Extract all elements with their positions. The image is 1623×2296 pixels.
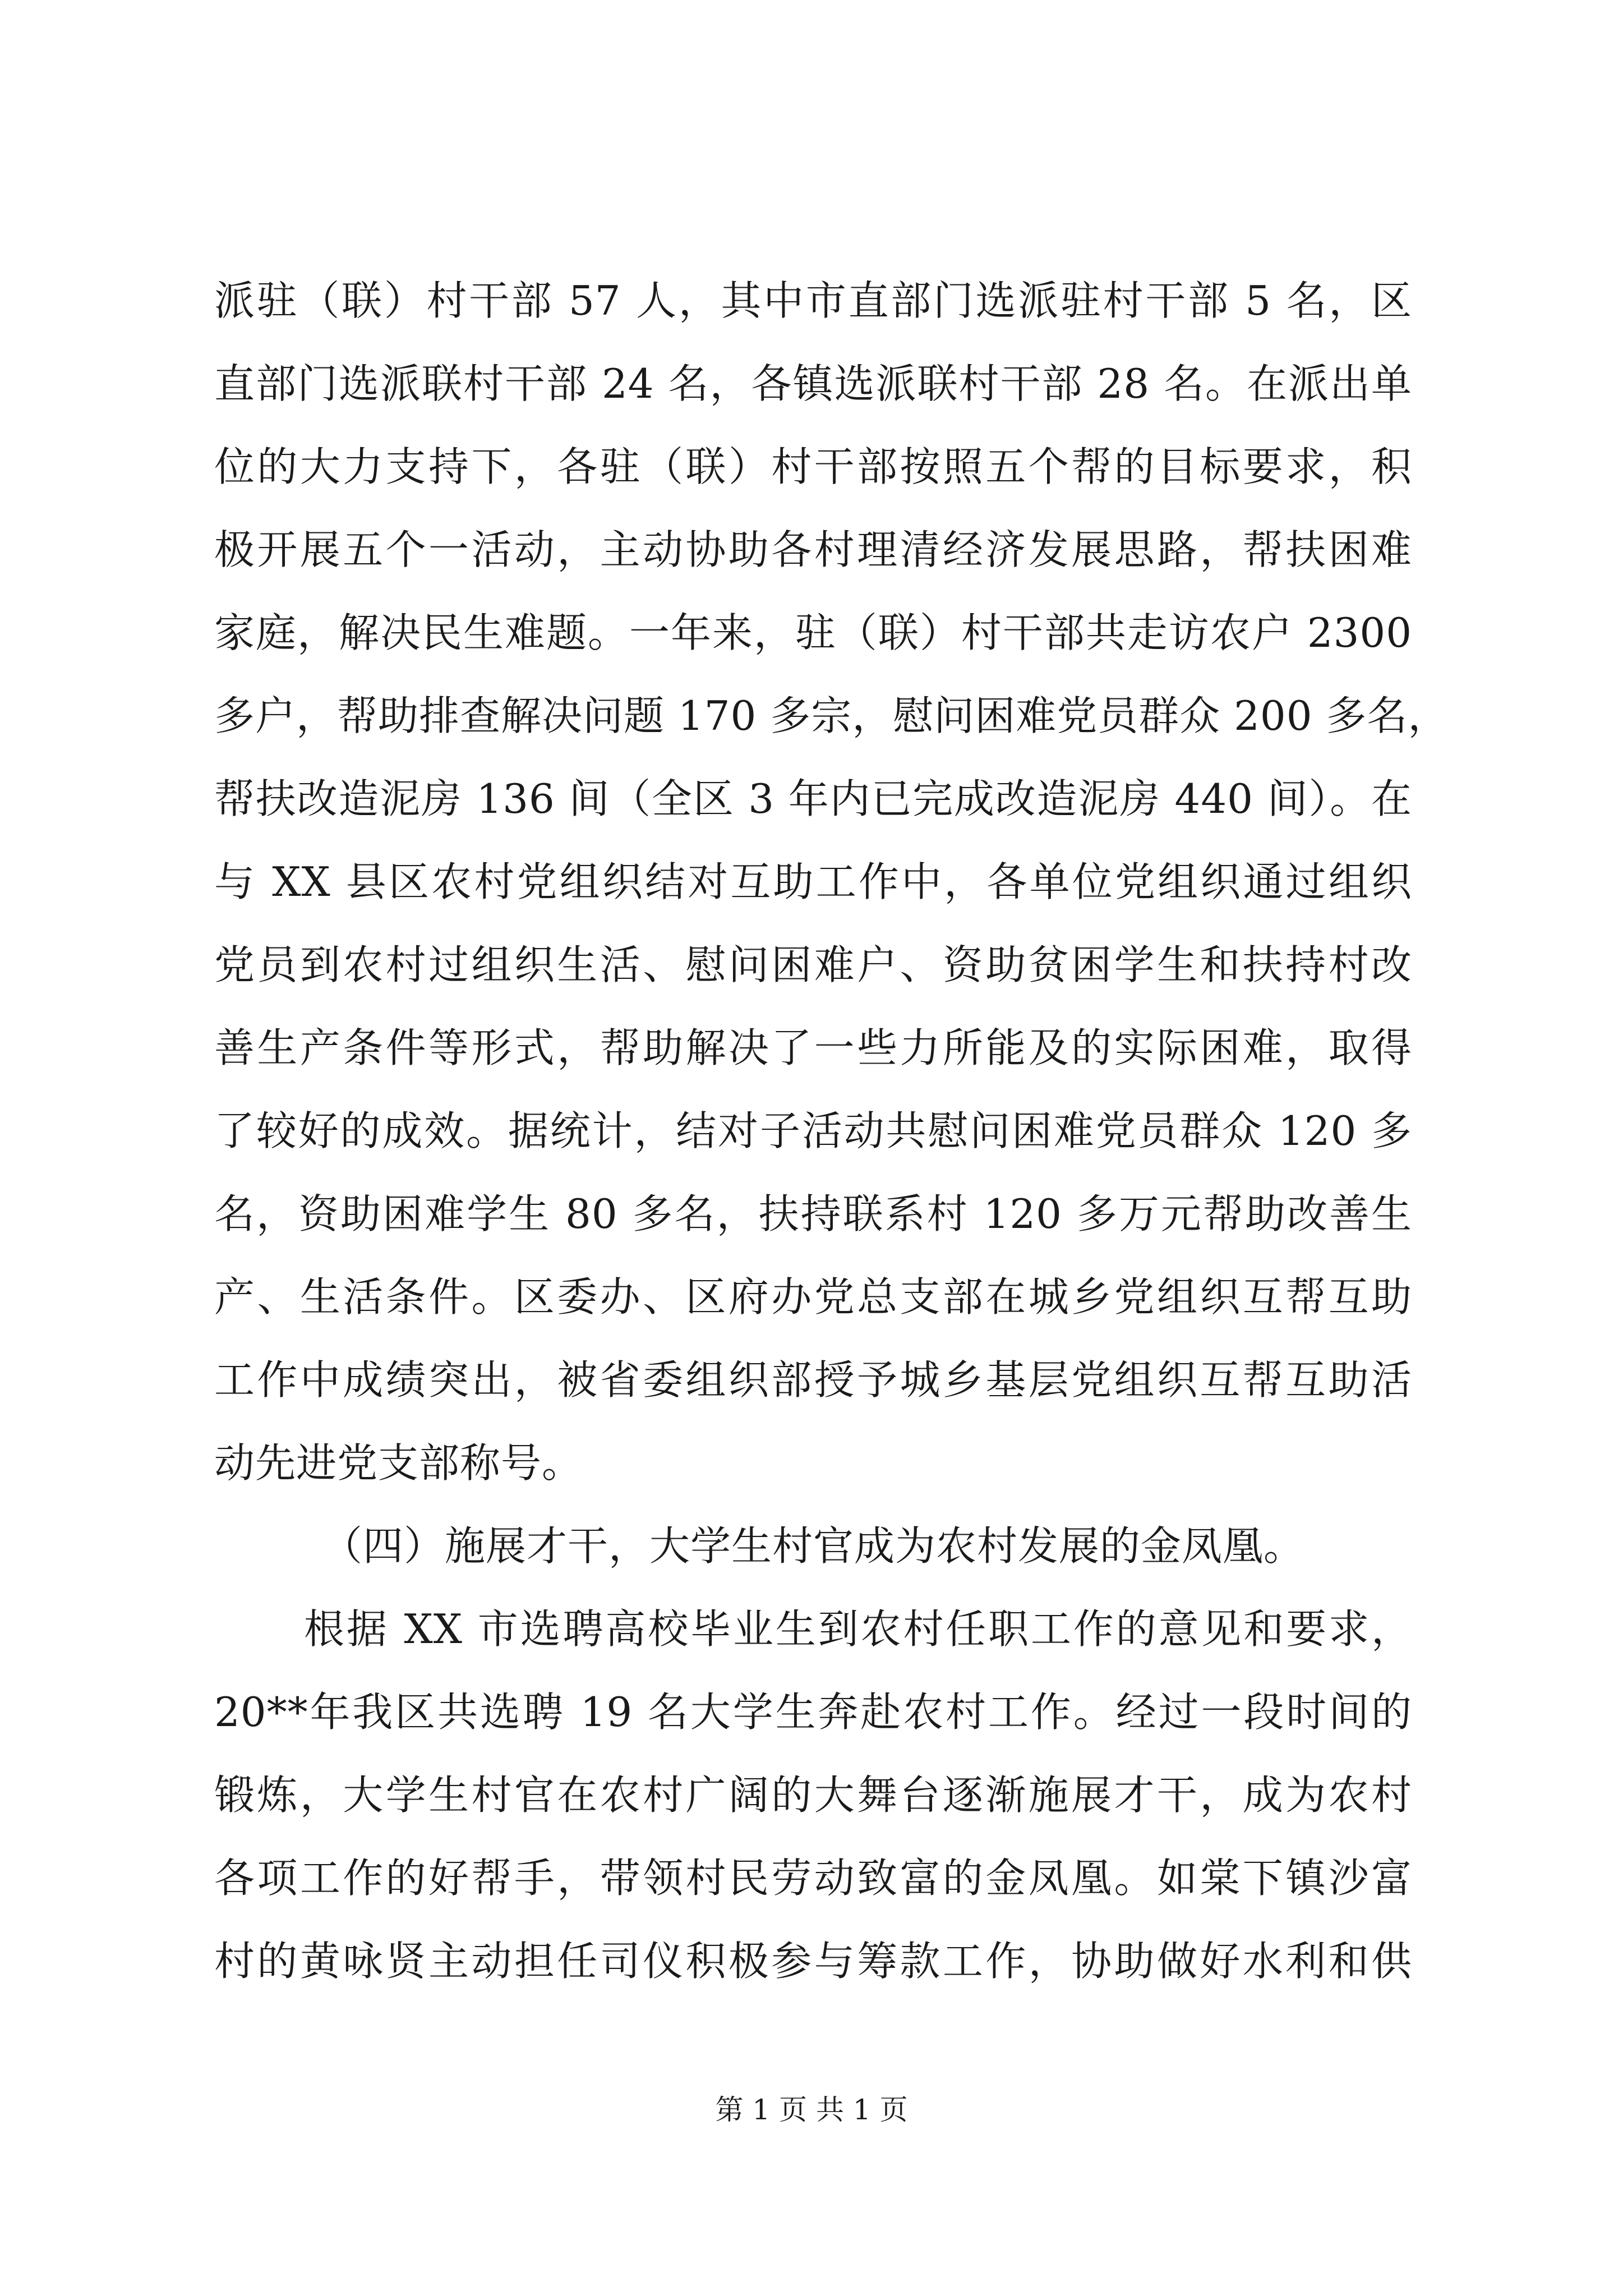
text-line: 多户，帮助排查解决问题 170 多宗，慰问困难党员群众 200 多名， xyxy=(214,692,1449,739)
text-line: 根据 XX 市选聘高校毕业生到农村任职工作的意见和要求， xyxy=(304,1605,1412,1653)
text-line: 村的黄咏贤主动担任司仪积极参与筹款工作，协助做好水利和供 xyxy=(214,1938,1412,1985)
text-line: 善生产条件等形式，帮助解决了一些力所能及的实际困难，取得 xyxy=(214,1024,1412,1071)
text-line: 工作中成绩突出，被省委组织部授予城乡基层党组织互帮互助活 xyxy=(214,1356,1412,1404)
document-body xyxy=(214,259,1449,2003)
text-line: 位的大力支持下，各驻（联）村干部按照五个帮的目标要求，积 xyxy=(214,443,1412,490)
text-line: 锻炼，大学生村官在农村广阔的大舞台逐渐施展才干，成为农村 xyxy=(214,1772,1412,1819)
text-line: 极开展五个一活动，主动协助各村理清经济发展思路，帮扶困难 xyxy=(214,526,1412,573)
text-line: 帮扶改造泥房 136 间（全区 3 年内已完成改造泥房 440 间）。在 xyxy=(214,775,1412,822)
text-line: 家庭，解决民生难题。一年来，驻（联）村干部共走访农户 2300 xyxy=(214,609,1412,656)
text-line: 直部门选派联村干部 24 名，各镇选派联村干部 28 名。在派出单 xyxy=(214,360,1412,407)
text-line: 产、生活条件。区委办、区府办党总支部在城乡党组织互帮互助 xyxy=(214,1273,1412,1320)
text-line: 动先进党支部称号。 xyxy=(214,1439,583,1487)
text-line: 党员到农村过组织生活、慰问困难户、资助贫困学生和扶持村改 xyxy=(214,941,1412,988)
text-line: 各项工作的好帮手，带领村民劳动致富的金凤凰。如棠下镇沙富 xyxy=(214,1855,1412,1902)
text-line: 了较好的成效。据统计，结对子活动共慰问困难党员群众 120 多 xyxy=(214,1107,1412,1154)
text-line: 与 XX 县区农村党组织结对互助工作中，各单位党组织通过组织 xyxy=(214,858,1412,905)
text-line: 名，资助困难学生 80 多名，扶持联系村 120 多万元帮助改善生 xyxy=(214,1190,1412,1237)
page-footer: 第 1 页 共 1 页 xyxy=(715,2093,908,2126)
section-heading: （四）施展才干，大学生村官成为农村发展的金凤凰。 xyxy=(322,1522,1305,1570)
text-line: 派驻（联）村干部 57 人，其中市直部门选派驻村干部 5 名，区 xyxy=(214,277,1412,324)
text-line: 20**年我区共选聘 19 名大学生奔赴农村工作。经过一段时间的 xyxy=(214,1688,1412,1736)
